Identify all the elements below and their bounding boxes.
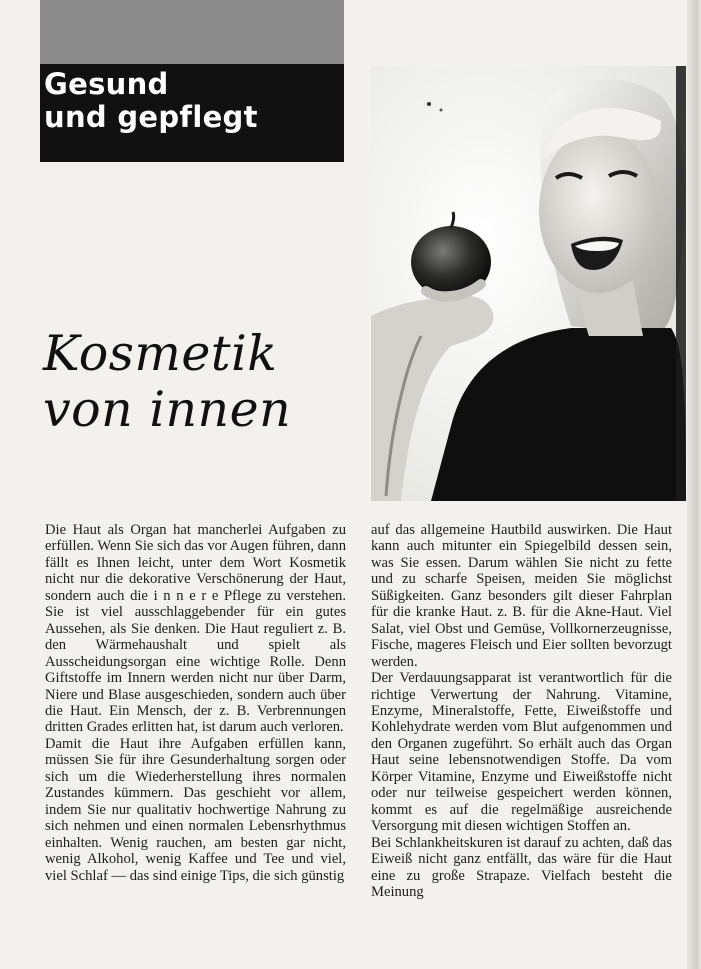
paragraph: Bei Schlankheitskuren ist darauf zu achten, daß das Eiweiß nicht ganz entfällt, das wäre für die Haut eine zu große Strapaze. Vielfach besteht die Meinung — [371, 834, 672, 900]
paragraph: Der Verdauungsapparat ist verantwortlich für die richtige Verwertung der Nahrung. Vitamine, Enzyme, Mineralstoffe, Fette, Eiweißstoffe und Kohlehydrate werden vom Blut aufgenommen und den Organen zugeführt. So erhält auch das Organ Haut seine lebensnotwendigen Stoffe. Da vom Körper Vitamine, Enzyme und Eiweißstoffe nicht oder nur teilweise gespeichert werden können, kommt es auf die regelmäßige ausreichende Versorgung mit diesen wichtigen Stoffen an. — [371, 670, 672, 835]
article-column-1 — [45, 522, 346, 884]
banner-line-2: und gepflegt — [44, 100, 258, 134]
woman-holding-apple-photo — [371, 66, 686, 501]
headline-line-2: von innen — [43, 381, 292, 438]
paragraph: auf das allgemeine Hautbild auswirken. Die Haut kann auch mitunter ein Spiegelbild dessen sein, was Sie essen. Darum wählen Sie nicht zu fette und zu scharfe Speisen, meiden Sie möglichst Süßigkeiten. Ganz besonders gilt dieser Fahrplan für die kranke Haut. z. B. für die Akne-Haut. Viel Salat, viel Obst und Gemüse, Vollkornerzeugnisse, Fische, mageres Fleisch und Eier sollten bevorzugt werden. — [371, 522, 672, 670]
paragraph: Die Haut als Organ hat mancherlei Aufgaben zu erfüllen. Wenn Sie sich das vor Augen führen, dann fällt es Ihnen leicht, unter dem Wort Kosmetik nicht nur die dekorative Verschönerung der Haut, sondern auch die i n n e r e Pflege zu verstehen. Sie ist viel ausschlaggebender für ein gutes Aussehen, als Sie denken. Die Haut reguliert z. B. den Wärmehaushalt und spielt als Ausscheidungsorgan eine wichtige Rolle. Denn Giftstoffe im Innern werden nicht nur über Darm, Niere und Blase ausgeschieden, sondern auch über die Haut. Ein Mensch, der z. B. Verbrennungen dritten Grades erlitten hat, ist darum auch verloren. — [45, 522, 346, 736]
article-column-2 — [371, 522, 672, 900]
banner-line-1: Gesund — [44, 67, 169, 101]
section-banner — [40, 64, 344, 162]
photo-illustration — [371, 66, 686, 501]
headline-line-1: Kosmetik — [43, 325, 278, 382]
article-headline — [43, 326, 291, 438]
page-edge-shadow — [687, 0, 701, 969]
header-gray-strip — [40, 0, 344, 64]
paragraph: Damit die Haut ihre Aufgaben erfüllen kann, müssen Sie für ihre Gesunderhaltung sorgen oder sich um die Wiederherstellung ihres normalen Zustandes kümmern. Das geschieht vor allem, indem Sie nur qualitativ hochwertige Nahrung zu sich nehmen und einen normalen Lebensrhythmus einhalten. Wenig rauchen, am besten gar nicht, wenig Alkohol, wenig Kaffee und Tee und viel, viel Schlaf — das sind einige Tips, die sich günstig — [45, 735, 346, 884]
